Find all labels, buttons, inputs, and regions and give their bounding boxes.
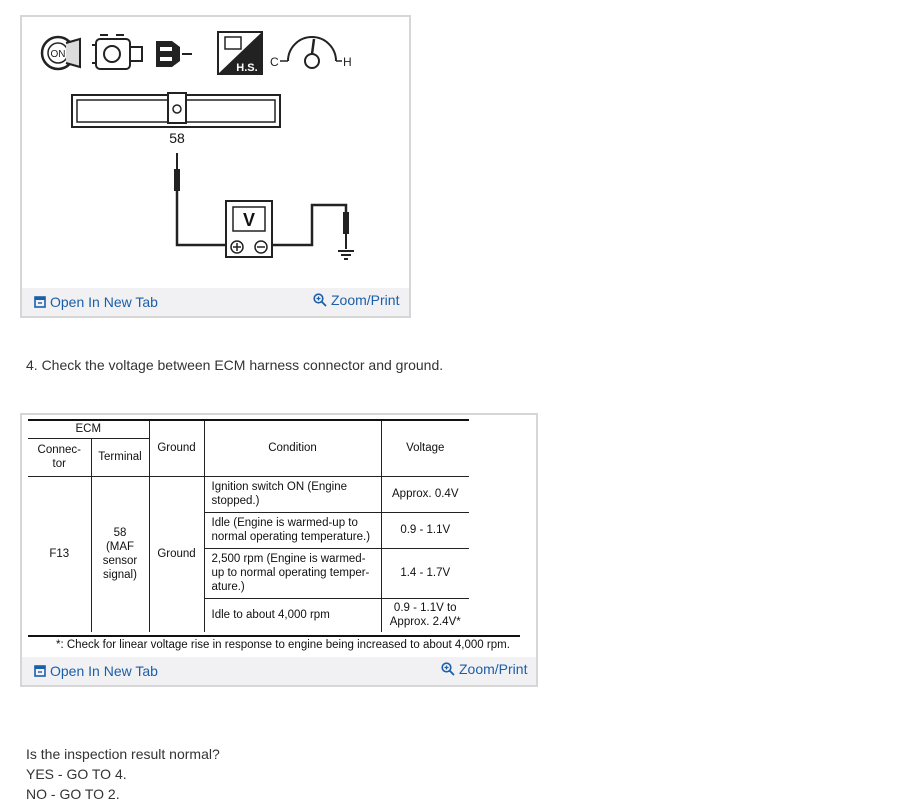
cell-voltage: 1.4 - 1.7V [381,548,469,598]
gauge-c-label: C [270,55,279,69]
wiring-diagram [22,17,409,289]
cell-voltage: 0.9 - 1.1V [381,512,469,548]
zoom-print-label: Zoom/Print [331,292,400,308]
cell-voltage: Approx. 0.4V [381,476,469,512]
cell-condition: 2,500 rpm (Engine is warmed- up to normal operating temper- ature.) [204,548,381,598]
table-footnote: *: Check for linear voltage rise in response to engine being increased to about 4,000 rpm. [56,639,510,651]
cell-connector: F13 [28,476,91,632]
zoom-print-link[interactable] [313,292,399,308]
inspection-question: Is the inspection result normal? [26,746,220,762]
yes-answer: YES - GO TO 4. [26,766,127,782]
header-condition: Condition [204,421,381,476]
header-ground: Ground [149,421,204,476]
engine-icon [92,35,142,69]
voltage-spec-table [28,421,469,632]
harness-side-icon [218,32,262,74]
header-ecm: ECM [28,421,149,438]
pin-label: 58 [169,130,185,146]
no-answer: NO - GO TO 2. [26,786,120,802]
meter-label: V [242,210,256,230]
table-bottom-rule [28,635,520,637]
ecm-connector [72,93,280,127]
cell-voltage: 0.9 - 1.1V to Approx. 2.4V* [381,598,469,632]
open-tab-icon [34,665,46,677]
header-connector: Connec- tor [28,438,91,476]
header-terminal: Terminal [91,438,149,476]
open-in-new-tab-link[interactable] [34,294,158,310]
connector-icon [156,41,192,67]
open-tab-label: Open In New Tab [50,294,158,310]
cell-condition: Ignition switch ON (Engine stopped.) [204,476,381,512]
zoom-icon [441,662,455,676]
on-label: ON [50,49,66,60]
cell-terminal: 58 (MAF sensor signal) [91,476,149,632]
figure-panel [20,15,411,318]
gauge-h-label: H [343,55,352,69]
zoom-icon [313,293,327,307]
voltmeter-icon [226,201,272,257]
table-panel [20,413,538,687]
hs-label: H.S. [236,62,258,74]
zoom-print-label: Zoom/Print [459,661,528,677]
cell-condition: Idle (Engine is warmed-up to normal operating temperature.) [204,512,381,548]
step-text: 4. Check the voltage between ECM harness connector and ground. [26,357,444,373]
ignition-key-icon [42,37,80,69]
cell-condition: Idle to about 4,000 rpm [204,598,381,632]
open-tab-label: Open In New Tab [50,663,158,679]
header-voltage: Voltage [381,421,469,476]
temperature-gauge-icon [270,37,352,69]
cell-ground: Ground [149,476,204,632]
zoom-print-link[interactable] [441,661,527,677]
open-in-new-tab-link[interactable] [34,663,158,679]
open-tab-icon [34,296,46,308]
